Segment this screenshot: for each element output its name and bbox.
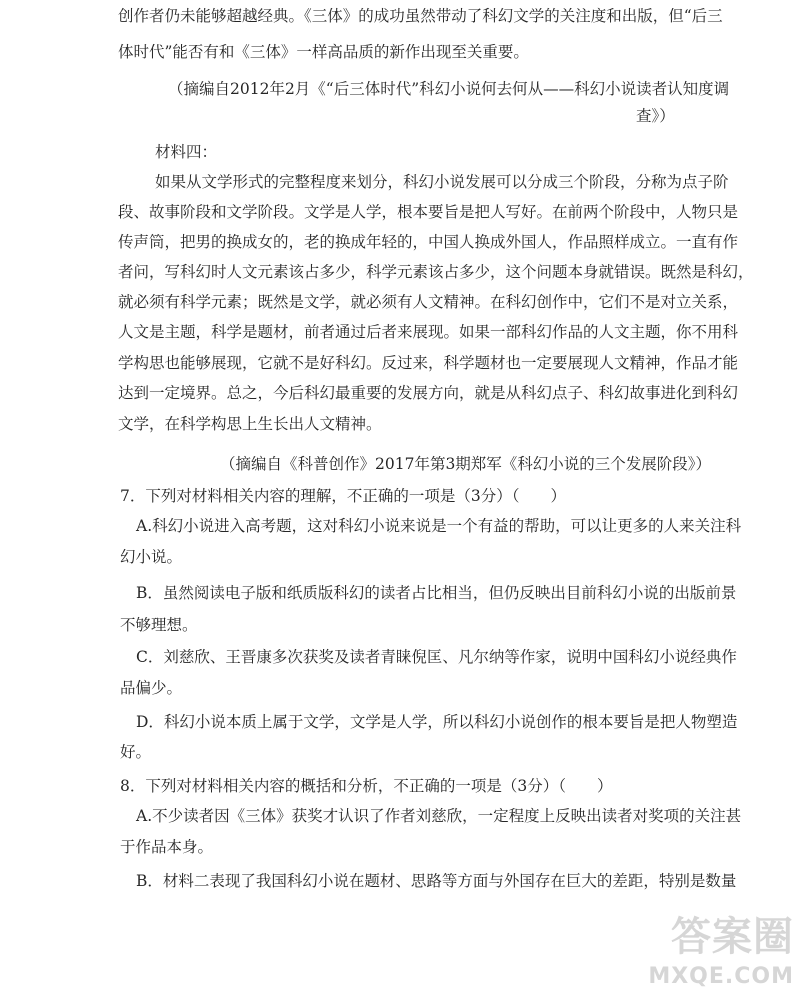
question7-option-a-line-2: 幻小说。 bbox=[120, 548, 183, 566]
material3-line-2: 体时代”能否有和《三体》一样高品质的新作出现至关重要。 bbox=[118, 43, 529, 61]
question7-option-c-line-2: 品偏少。 bbox=[120, 679, 183, 697]
material4-paragraph-line: 传声筒，把男的换成女的，老的换成年轻的，中国人换成外国人，作品照样成立。一直有作 bbox=[118, 233, 739, 251]
question7-option-a-line-1: A.科幻小说进入高考题，这对科幻小说来说是一个有益的帮助，可以让更多的人来关注科 bbox=[136, 517, 742, 535]
question7-option-b-line-2: 不够理想。 bbox=[120, 616, 198, 634]
material4-source: （摘编自《科普创作》2017年第3期郑军《科幻小说的三个发展阶段》） bbox=[220, 455, 712, 473]
material4-paragraph-line: 段、故事阶段和文学阶段。文学是人学，根本要旨是把人写好。在前两个阶段中，人物只是 bbox=[118, 203, 739, 221]
watermark-logo-bottom: MXQE.COM bbox=[648, 964, 794, 989]
material4-paragraph-line: 就必须有科学元素；既然是文学，就必须有人文精神。在科幻创作中，它们不是对立关系， bbox=[118, 293, 739, 311]
question8-stem: 8．下列对材料相关内容的概括和分析，不正确的一项是（3分）（ ） bbox=[120, 777, 613, 795]
question8-option-a-line-2: 于作品本身。 bbox=[120, 838, 214, 856]
question7-option-d-line-1: D．科幻小说本质上属于文学，文学是人学，所以科幻小说创作的根本要旨是把人物塑造 bbox=[136, 713, 738, 731]
site-watermark-logo bbox=[648, 905, 798, 989]
material4-paragraph-line: 达到一定境界。总之，今后科幻最重要的发展方向，就是从科幻点子、科幻故事进化到科幻 bbox=[118, 384, 739, 402]
material4-paragraph-line: 者问，写科幻时人文元素该占多少，科学元素该占多少，这个问题本身就错误。既然是科幻， bbox=[118, 263, 754, 281]
material4-paragraph-line: 文学，在科学构思上生长出人文精神。 bbox=[118, 415, 382, 433]
material3-source-line-1: （摘编自2012年2月《“后三体时代”科幻小说何去何从——科幻小说读者认知度调 bbox=[168, 80, 730, 98]
material3-line-1: 创作者仍未能够超越经典。《三体》的成功虽然带动了科幻文学的关注度和出版，但“后三 bbox=[118, 7, 723, 25]
watermark-logo-top: 答案圈 bbox=[671, 914, 794, 960]
material4-paragraph-line: 如果从文学形式的完整程度来划分，科幻小说发展可以分成三个阶段，分称为点子阶 bbox=[155, 173, 729, 191]
material4-paragraph-line: 人文是主题，科学是题材，前者通过后者来展现。如果一部科幻作品的人文主题，你不用科 bbox=[118, 323, 739, 341]
question7-option-d-line-2: 好。 bbox=[120, 743, 152, 761]
material3-source-line-2: 查》） bbox=[636, 107, 675, 125]
question7-stem: 7．下列对材料相关内容的理解，不正确的一项是（3分）（ ） bbox=[120, 487, 566, 505]
question7-option-c-line-1: C．刘慈欣、王晋康多次获奖及读者青睐倪匡、凡尔纳等作家，说明中国科幻小说经典作 bbox=[136, 648, 737, 666]
question8-option-a-line-1: A.不少读者因《三体》获奖才认识了作者刘慈欣，一定程度上反映出读者对奖项的关注甚 bbox=[136, 807, 742, 825]
question7-option-b-line-1: B．虽然阅读电子版和纸质版科幻的读者占比相当，但仍反映出目前科幻小说的出版前景 bbox=[136, 584, 737, 602]
material4-heading: 材料四： bbox=[155, 143, 218, 161]
question8-option-b-line-1: B．材料二表现了我国科幻小说在题材、思路等方面与外国存在巨大的差距，特别是数量 bbox=[136, 872, 737, 890]
material4-paragraph-line: 学构思也能够展现，它就不是好科幻。反过来，科学题材也一定要展现人文精神，作品才能 bbox=[118, 354, 739, 372]
